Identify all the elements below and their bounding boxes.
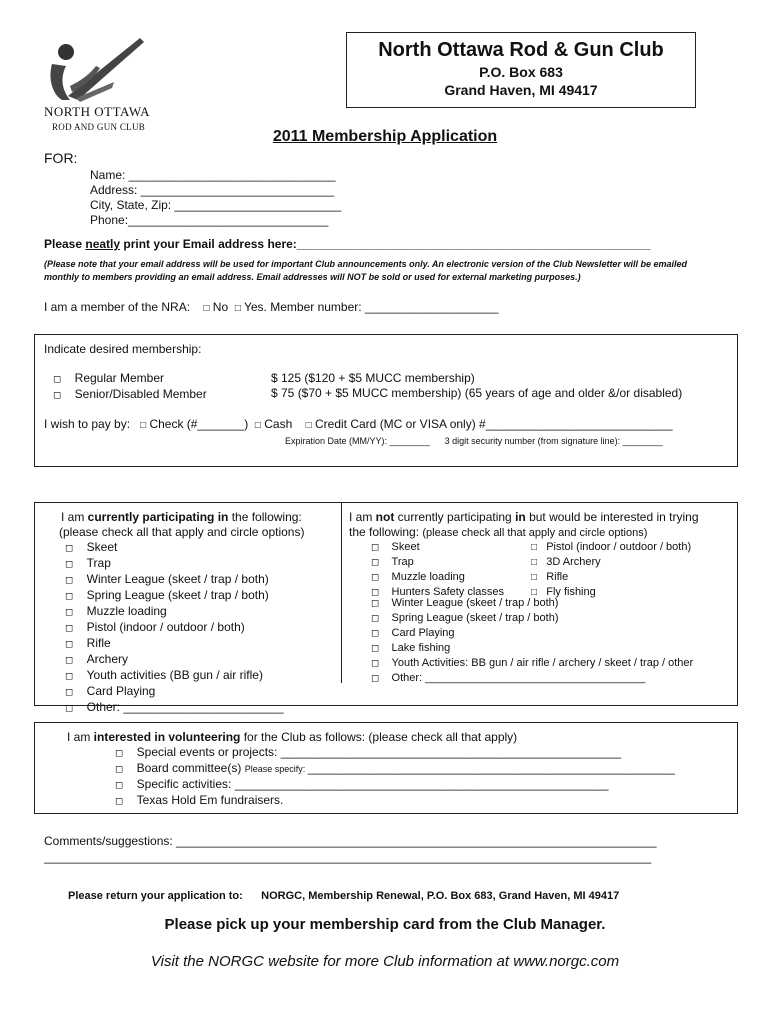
name-field[interactable]: Name: _______________________________ <box>90 168 336 182</box>
card-label: Credit Card (MC or VISA only) #____________________________ <box>315 417 673 431</box>
pay-label: I wish to pay by: <box>44 417 131 431</box>
city-field[interactable]: City, State, Zip: _________________________ <box>90 198 342 212</box>
membership-regular[interactable] <box>53 371 207 387</box>
membership-senior[interactable] <box>53 387 207 403</box>
checkbox-icon[interactable]: ◻ <box>65 575 74 586</box>
checkbox-icon[interactable]: □ <box>531 587 538 598</box>
list-item[interactable] <box>65 684 284 700</box>
membership-prices <box>271 371 682 401</box>
checkbox-icon[interactable]: ◻ <box>65 639 74 650</box>
return-row <box>68 890 619 902</box>
item-label: Pistol (indoor / outdoor / both) <box>546 541 692 553</box>
item-label: Texas Hold Em fundraisers. <box>136 793 284 807</box>
item-label: Special events or projects: ___________________________________________________ <box>136 745 622 759</box>
heading-bold: not <box>375 510 395 524</box>
nra-yes-label: Yes. Member number: ____________________ <box>243 300 499 314</box>
item-label: Winter League (skeet / trap / both) <box>391 597 559 609</box>
list-item[interactable] <box>65 620 284 636</box>
expiration-field[interactable]: Expiration Date (MM/YY): ________ <box>285 436 430 446</box>
item-label: Rifle <box>546 571 569 583</box>
checkbox-icon[interactable]: ◻ <box>65 607 74 618</box>
checkbox-icon[interactable]: ◻ <box>371 557 380 568</box>
participating-sub: (please check all that apply and circle options) <box>59 525 305 539</box>
participating-heading <box>61 510 302 524</box>
list-item[interactable] <box>65 700 284 716</box>
header-box <box>346 32 696 108</box>
email-suffix: print your Email address here:_____________________________________________________ <box>120 237 651 251</box>
pay-row <box>44 417 673 431</box>
heading-post: the following: <box>228 510 302 524</box>
item-tail: _______________________________________________________ <box>307 761 675 775</box>
list-item[interactable] <box>371 555 504 570</box>
visit-note: Visit the NORGC website for more Club information at www.norgc.com <box>150 953 620 970</box>
checkbox-icon[interactable]: ◻ <box>115 764 124 775</box>
checkbox-icon[interactable]: ◻ <box>65 703 74 714</box>
item-label: Other: ____________________________________ <box>391 672 646 684</box>
checkbox-icon[interactable]: ◻ <box>65 655 74 666</box>
interested-list-left <box>371 540 504 600</box>
list-item[interactable] <box>65 652 284 668</box>
return-label: Please return your application to: <box>68 890 243 902</box>
logo-line2: ROD AND GUN CLUB <box>52 122 146 132</box>
list-item[interactable] <box>531 555 691 570</box>
item-label: Spring League (skeet / trap / both) <box>391 612 559 624</box>
heading-bold: interested in volunteering <box>93 730 241 744</box>
list-item[interactable] <box>531 570 691 585</box>
checkbox-icon[interactable]: ◻ <box>65 591 74 602</box>
checkbox-icon[interactable]: ◻ <box>115 748 124 759</box>
list-item[interactable] <box>65 604 284 620</box>
list-item[interactable] <box>371 641 693 656</box>
heading-mid: currently participating <box>394 510 516 524</box>
item-label: Skeet <box>391 541 420 553</box>
column-divider <box>341 503 342 683</box>
checkbox-icon[interactable]: □ <box>531 557 538 568</box>
list-item[interactable] <box>371 570 504 585</box>
heading-post: but would be interested in trying <box>525 510 699 524</box>
list-item[interactable] <box>115 793 675 809</box>
option-name: Senior/Disabled Member <box>74 387 207 401</box>
address-field[interactable]: Address: _____________________________ <box>90 183 335 197</box>
list-item[interactable] <box>371 596 693 611</box>
checkbox-icon[interactable]: ◻ <box>115 780 124 791</box>
item-label: Winter League (skeet / trap / both) <box>86 572 269 586</box>
page-title: 2011 Membership Application <box>272 128 498 145</box>
list-item[interactable] <box>531 540 691 555</box>
list-item[interactable] <box>65 668 284 684</box>
nra-no-checkbox[interactable]: □ <box>203 303 210 314</box>
sub-b: (please check all that apply and circle options) <box>422 527 648 539</box>
for-label: FOR: <box>44 150 78 166</box>
club-city: Grand Haven, MI 49417 <box>444 82 598 98</box>
comments-line2[interactable]: ___________________________________________________________________________________________ <box>44 850 652 864</box>
club-name: North Ottawa Rod & Gun Club <box>378 39 664 61</box>
volunteer-heading <box>67 730 517 744</box>
checkbox-icon[interactable]: ◻ <box>65 687 74 698</box>
item-label: 3D Archery <box>546 556 601 568</box>
checkbox-icon[interactable]: ◻ <box>115 796 124 807</box>
card-checkbox[interactable]: □ <box>305 420 312 431</box>
item-label: Fly fishing <box>546 586 596 598</box>
nra-yes-checkbox[interactable]: □ <box>234 303 241 314</box>
nra-label: I am a member of the NRA: <box>44 300 191 314</box>
interested-list-more <box>371 596 693 686</box>
checkbox-icon[interactable]: ◻ <box>53 374 62 385</box>
pickup-note: Please pick up your membership card from the Club Manager. <box>164 916 606 933</box>
interested-sub <box>349 525 647 539</box>
volunteer-box <box>34 722 738 814</box>
check-label: Check (#_______) <box>149 417 249 431</box>
checkbox-icon[interactable]: ◻ <box>371 643 380 654</box>
list-item[interactable] <box>371 656 693 671</box>
interested-heading <box>349 510 699 524</box>
option-name: Regular Member <box>74 371 165 385</box>
option-price: $ 125 ($120 + $5 MUCC membership) <box>271 371 475 385</box>
option-price: $ 75 ($70 + $5 MUCC membership) (65 years of age and older &/or disabled) <box>271 386 683 400</box>
return-address: NORGC, Membership Renewal, P.O. Box 683, Grand Haven, MI 49417 <box>261 890 620 902</box>
list-item[interactable] <box>65 636 284 652</box>
item-label: Rifle <box>86 636 111 650</box>
item-label: Youth activities (BB gun / air rifle) <box>86 668 263 682</box>
item-label: Specific activities: ________________________________________________________ <box>136 777 609 791</box>
item-label: Card Playing <box>86 684 156 698</box>
logo-line1: NORTH OTTAWA <box>44 104 151 119</box>
heading-post: for the Club as follows: (please check all that apply) <box>240 730 518 744</box>
item-label: Lake fishing <box>391 642 451 654</box>
email-note: (Please note that your email address will be used for important Club announcements only. An electronic version of the Club Newsletter will be emailed monthly to members providing an email address. Email addresses will NOT be sold or used for external marketing purposes.) <box>44 259 687 282</box>
cash-checkbox[interactable]: □ <box>254 420 261 431</box>
list-item[interactable] <box>371 626 693 641</box>
security-field[interactable]: 3 digit security number (from signature line): ________ <box>444 436 663 446</box>
checkbox-icon[interactable]: ◻ <box>53 390 62 401</box>
checkbox-icon[interactable]: □ <box>531 572 538 583</box>
list-item[interactable] <box>65 556 284 572</box>
membership-indicate: Indicate desired membership: <box>44 342 202 356</box>
checkbox-icon[interactable]: ◻ <box>65 543 74 554</box>
item-label: Muzzle loading <box>86 604 167 618</box>
item-label: Trap <box>391 556 414 568</box>
membership-options <box>53 371 207 403</box>
contact-fields <box>90 168 341 228</box>
checkbox-icon[interactable]: ◻ <box>371 673 380 684</box>
heading-pre: I am <box>349 510 376 524</box>
email-field[interactable] <box>44 237 651 251</box>
list-item[interactable] <box>65 540 284 556</box>
item-small: Please specify: <box>244 764 308 774</box>
checkbox-icon[interactable]: ◻ <box>371 587 380 598</box>
item-label: Other: ________________________ <box>86 700 284 714</box>
phone-field[interactable]: Phone:______________________________ <box>90 213 329 227</box>
interested-list-right <box>531 540 691 600</box>
card-details <box>285 436 663 446</box>
checkbox-icon[interactable]: ◻ <box>371 628 380 639</box>
activities-box <box>34 502 738 714</box>
checkbox-icon[interactable]: ◻ <box>371 598 380 609</box>
nra-no-label: No <box>212 300 229 314</box>
heading-bold: in <box>515 510 526 524</box>
list-item[interactable] <box>65 588 284 604</box>
item-label: Board committee(s) <box>136 761 245 775</box>
heading-pre: I am <box>61 510 88 524</box>
list-item[interactable] <box>371 611 693 626</box>
comments-line1[interactable]: Comments/suggestions: ________________________________________________________________________ <box>44 834 657 848</box>
item-label: Skeet <box>86 540 118 554</box>
item-label: Youth Activities: BB gun / air rifle / archery / skeet / trap / other <box>391 657 694 669</box>
checkbox-icon[interactable]: ◻ <box>371 658 380 669</box>
po-box: P.O. Box 683 <box>479 64 563 80</box>
checkbox-icon[interactable]: ◻ <box>371 572 380 583</box>
participating-list <box>65 540 284 716</box>
item-label: Spring League (skeet / trap / both) <box>86 588 269 602</box>
list-item[interactable] <box>115 761 675 777</box>
volunteer-list <box>115 745 675 809</box>
email-neatly: neatly <box>85 237 121 251</box>
checkbox-icon[interactable]: ◻ <box>65 623 74 634</box>
check-checkbox[interactable]: □ <box>140 420 147 431</box>
item-label: Archery <box>86 652 128 666</box>
checkbox-icon[interactable]: ◻ <box>371 542 380 553</box>
item-label: Muzzle loading <box>391 571 465 583</box>
email-prefix: Please <box>44 237 86 251</box>
checkbox-icon[interactable]: ◻ <box>65 559 74 570</box>
list-item[interactable] <box>371 540 504 555</box>
sub-a: the following: <box>349 525 423 539</box>
item-label: Trap <box>86 556 111 570</box>
checkbox-icon[interactable]: □ <box>531 542 538 553</box>
membership-box <box>34 334 738 467</box>
cash-label: Cash <box>264 417 293 431</box>
checkbox-icon[interactable]: ◻ <box>371 613 380 624</box>
item-label: Card Playing <box>391 627 455 639</box>
heading-pre: I am <box>67 730 94 744</box>
item-label: Hunters Safety classes <box>391 586 505 598</box>
nra-row <box>44 300 498 314</box>
checkbox-icon[interactable]: ◻ <box>65 671 74 682</box>
heading-bold: currently participating in <box>87 510 229 524</box>
list-item[interactable] <box>115 777 675 793</box>
list-item[interactable] <box>65 572 284 588</box>
list-item[interactable] <box>115 745 675 761</box>
item-label: Pistol (indoor / outdoor / both) <box>86 620 245 634</box>
list-item[interactable] <box>371 671 693 686</box>
